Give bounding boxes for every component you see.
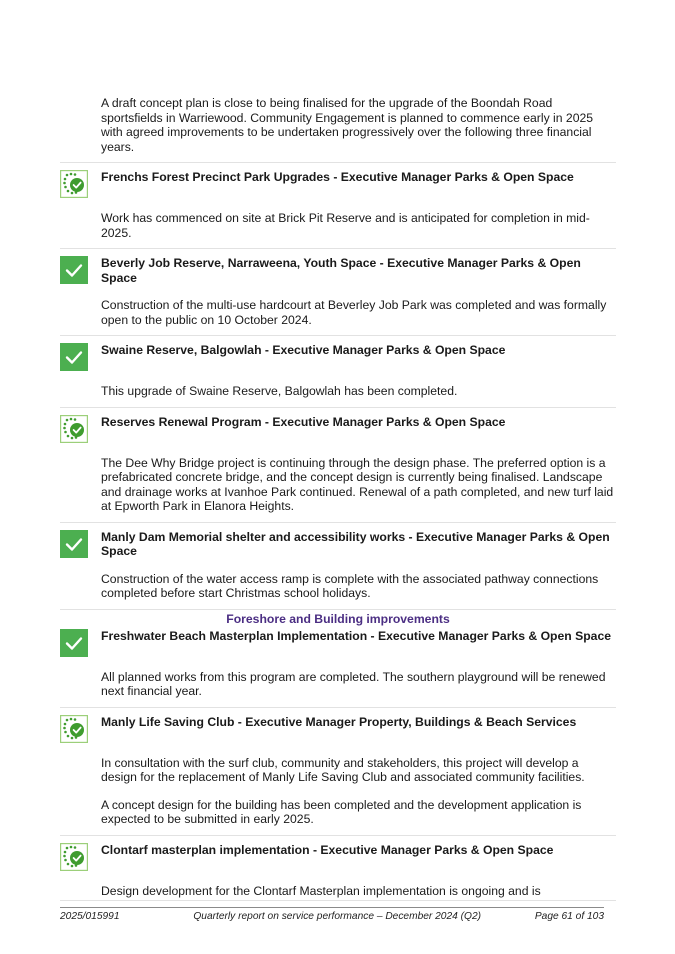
project-item [60,707,616,827]
project-update-text: Construction of the water access ramp is complete with the associated pathway connections completed before start Christmas school holidays. [101,571,599,600]
page-number: Page 61 of 103 [534,911,604,922]
project-item [60,162,616,240]
solid-check-icon [60,530,88,558]
project-title: Manly Dam Memorial shelter and accessibility works - Executive Manager Parks & Open Space [101,529,610,558]
solid-check-icon [60,256,88,284]
project-title: Frenchs Forest Precinct Park Upgrades - Executive Manager Parks & Open Space [101,170,574,184]
project-item [60,248,616,327]
project-update-text: All planned works from this program are completed. The southern playground will be renewed next financial year. [101,669,606,698]
divider [60,900,616,901]
solid-check-icon [60,629,88,657]
project-item [60,522,616,601]
project-list-foreshore [60,629,616,899]
report-body [60,96,616,901]
report-title: Quarterly report on service performance – December 2024 (Q2) [193,911,482,922]
solid-check-icon [60,343,88,371]
dotted-check-icon [60,415,88,443]
dotted-check-icon [60,170,88,198]
project-item [60,629,616,699]
project-title: Clontarf masterplan implementation - Executive Manager Parks & Open Space [101,842,554,857]
intro-paragraph: A draft concept plan is close to being finalised for the upgrade of the Boondah Road sportsfields in Warriewood. Community Engagement is planned to commence early in 2025 with agreed improvements to be undertaken progressively over the following three financial years. [101,96,594,154]
project-list [60,162,616,601]
project-title: Reserves Renewal Program - Executive Manager Parks & Open Space [101,414,506,429]
page-footer [60,907,604,922]
project-title: Swaine Reserve, Balgowlah - Executive Manager Parks & Open Space [101,343,506,357]
section-heading: Foreshore and Building improvements [60,609,616,626]
project-update-text: In consultation with the surf club, community and stakeholders, this project will develop a design for the replacement of Manly Life Saving Club and associated community facilities. [101,755,585,784]
project-title: Beverly Job Reserve, Narraweena, Youth Space - Executive Manager Parks & Open Space [101,256,581,285]
project-update-text: Construction of the multi-use hardcourt at Beverley Job Park was completed and was formally open to the public on 10 October 2024. [101,298,607,327]
project-title: Manly Life Saving Club - Executive Manager Property, Buildings & Beach Services [101,714,577,729]
project-item [60,407,616,514]
project-update-text: A concept design for the building has been completed and the development application is expected to be submitted in early 2025. [101,797,582,826]
project-update-text: Design development for the Clontarf Masterplan implementation is ongoing and is [101,883,541,898]
document-number: 2025/015991 [60,911,120,922]
project-item [60,835,616,899]
project-update-text: The Dee Why Bridge project is continuing through the design phase. The preferred option is a prefabricated concrete bridge, and the concept design is currently being finalised. Landscape and drainage works at Ivanhoe Park continued. Renewal of a path completed, and new turf laid at Epworth Park in Elanora Heights. [101,455,614,513]
project-update-text: Work has commenced on site at Brick Pit Reserve and is anticipated for completion in mid-2025. [101,211,590,240]
project-update-text: This upgrade of Swaine Reserve, Balgowlah has been completed. [101,384,458,398]
project-title: Freshwater Beach Masterplan Implementation - Executive Manager Parks & Open Space [101,628,612,643]
dotted-check-icon [60,715,88,743]
project-item [60,335,616,399]
dotted-check-icon [60,843,88,871]
